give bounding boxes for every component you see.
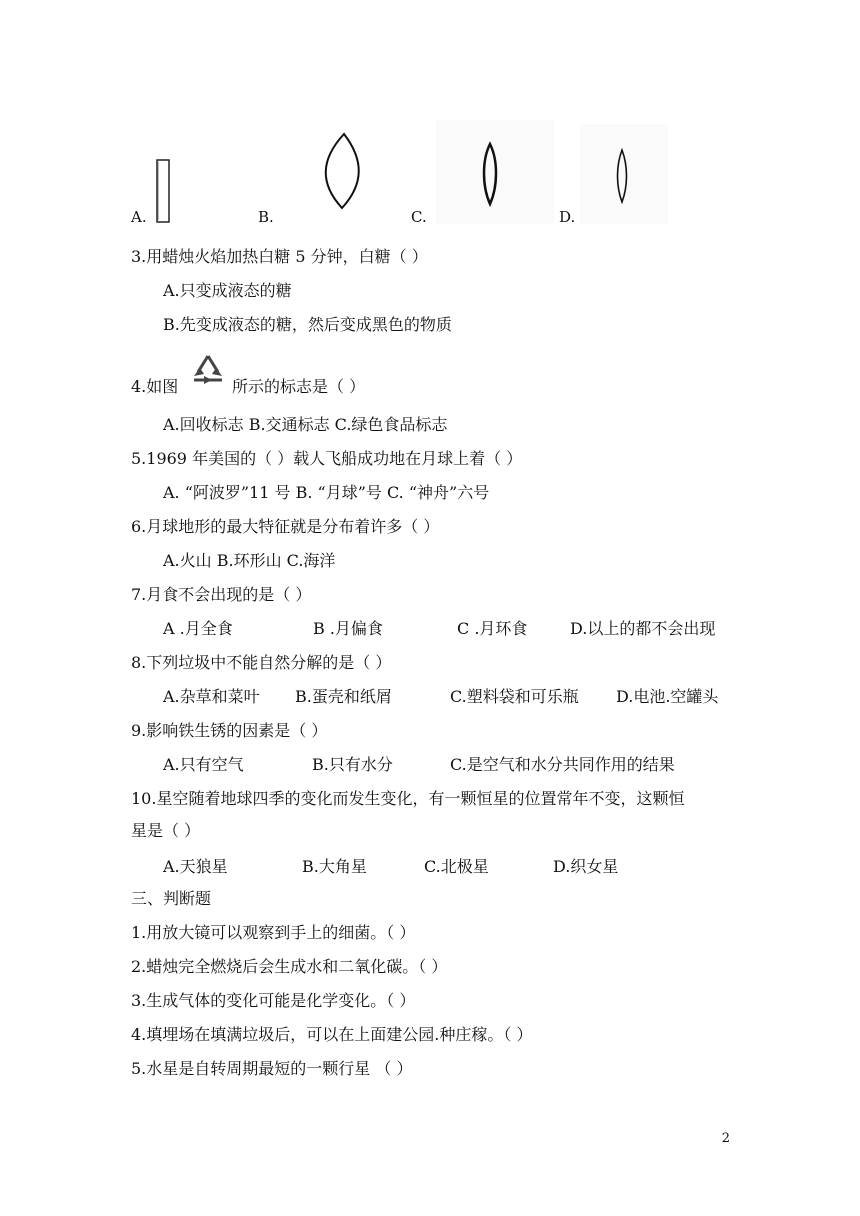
q4-stem-before: 4.如图 bbox=[131, 377, 179, 396]
q7-option-a: A .月全食 bbox=[163, 619, 233, 638]
option-b-figure bbox=[292, 112, 410, 228]
q8-stem: 8.下列垃圾中不能自然分解的是（ ） bbox=[131, 653, 392, 672]
page-number: 2 bbox=[721, 1131, 730, 1146]
option-a-figure bbox=[148, 158, 172, 228]
q8-option-d: D.电池.空罐头 bbox=[616, 687, 719, 706]
q6-stem: 6.月球地形的最大特征就是分布着许多（ ） bbox=[131, 517, 440, 536]
q10-stem-line2: 星是（ ） bbox=[131, 821, 201, 840]
judge-item-1: 1.用放大镜可以观察到手上的细菌。（ ） bbox=[131, 923, 416, 942]
section-title: 三、判断题 bbox=[131, 889, 212, 908]
q10-option-d: D.织女星 bbox=[553, 857, 619, 876]
thick-convex-lens-figure bbox=[292, 112, 410, 224]
q6-options: A.火山 B.环形山 C.海洋 bbox=[163, 551, 336, 570]
option-c-label: C. bbox=[411, 208, 427, 226]
judge-item-3: 3.生成气体的变化可能是化学变化。（ ） bbox=[131, 991, 416, 1010]
q5-options: A. “阿波罗”11 号 B. “月球”号 C. “神舟”六号 bbox=[163, 483, 490, 502]
option-a-label: A. bbox=[131, 208, 147, 226]
q4-stem bbox=[131, 376, 178, 398]
q3-option-b: B.先变成液态的糖，然后变成黑色的物质 bbox=[163, 315, 452, 334]
q9-option-a: A.只有空气 bbox=[163, 755, 244, 774]
q7-option-b: B .月偏食 bbox=[313, 619, 383, 638]
judge-item-4: 4.填埋场在填满垃圾后，可以在上面建公园.种庄稼。（ ） bbox=[131, 1025, 533, 1044]
q5-stem: 5.1969 年美国的（ ）载人飞船成功地在月球上着（ ） bbox=[131, 449, 523, 468]
q10-option-c: C.北极星 bbox=[424, 857, 489, 876]
q7-option-d: D.以上的都不会出现 bbox=[570, 619, 716, 638]
option-d-figure bbox=[580, 124, 668, 228]
q8-option-c: C.塑料袋和可乐瓶 bbox=[450, 687, 579, 706]
q3-option-a: A.只变成液态的糖 bbox=[163, 281, 292, 300]
q10-option-b: B.大角星 bbox=[302, 857, 367, 876]
judge-item-2: 2.蜡烛完全燃烧后会生成水和二氧化碳。（ ） bbox=[131, 957, 448, 976]
option-c-figure bbox=[436, 120, 554, 228]
q4-stem-after: 所示的标志是（ ） bbox=[232, 377, 366, 396]
q8-option-b: B.蛋壳和纸屑 bbox=[295, 687, 392, 706]
q4-options: A.回收标志 B.交通标志 C.绿色食品标志 bbox=[163, 415, 448, 434]
q9-option-c: C.是空气和水分共同作用的结果 bbox=[450, 755, 675, 774]
q10-stem-line1: 10.星空随着地球四季的变化而发生变化，有一颗恒星的位置常年不变，这颗恒 bbox=[131, 789, 685, 808]
recycle-icon bbox=[186, 350, 230, 394]
q8-option-a: A.杂草和菜叶 bbox=[163, 687, 260, 706]
option-b-label: B. bbox=[258, 208, 274, 226]
judge-item-5: 5.水星是自转周期最短的一颗行星 （ ） bbox=[131, 1059, 413, 1078]
q10-option-a: A.天狼星 bbox=[163, 857, 228, 876]
q9-stem: 9.影响铁生锈的因素是（ ） bbox=[131, 721, 328, 740]
q3-stem: 3.用蜡烛火焰加热白糖 5 分钟，白糖（ ） bbox=[131, 247, 428, 266]
rectangle-glass-figure bbox=[148, 158, 172, 224]
medium-convex-lens-figure bbox=[436, 120, 554, 224]
q9-option-b: B.只有水分 bbox=[312, 755, 393, 774]
q7-option-c: C .月环食 bbox=[457, 619, 528, 638]
q7-stem: 7.月食不会出现的是（ ） bbox=[131, 585, 312, 604]
thin-convex-lens-figure bbox=[580, 124, 668, 224]
option-d-label: D. bbox=[559, 208, 576, 226]
